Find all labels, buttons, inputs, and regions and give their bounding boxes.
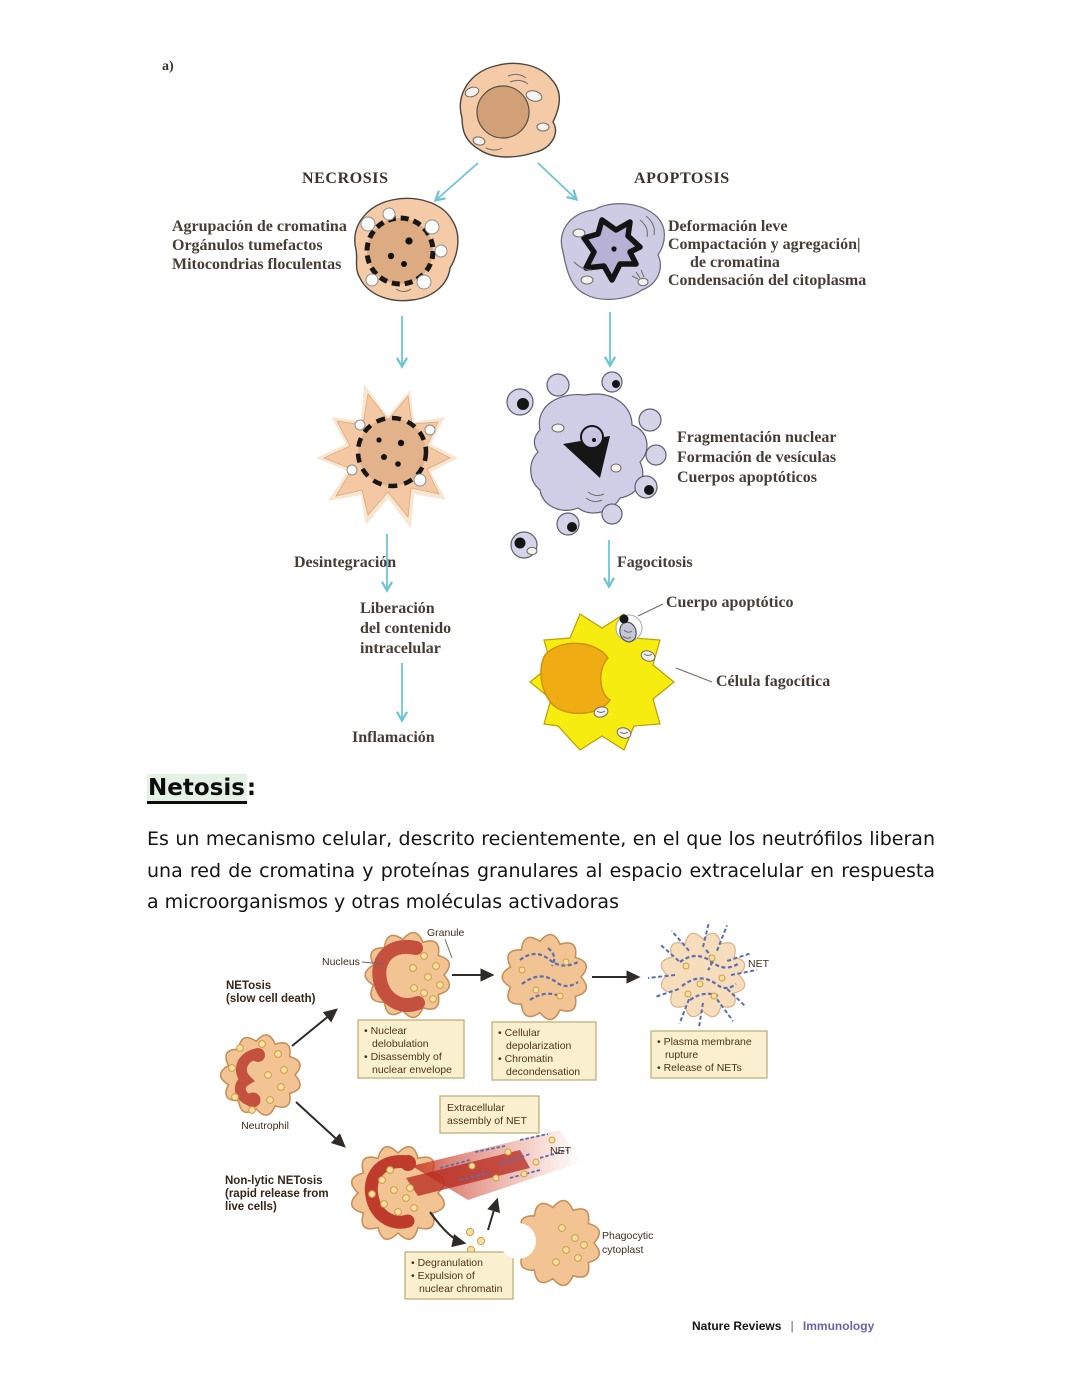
arrow-to-apoptosis [538, 163, 576, 199]
box3-line2: rupture [665, 1049, 699, 1061]
granule-connector [445, 939, 452, 958]
box2-line2: depolarization [506, 1040, 572, 1052]
box1-line2: delobulation [372, 1038, 429, 1050]
box-degranulation [405, 1252, 513, 1299]
desintegracion-label: Desintegración [294, 554, 397, 571]
nucleus-label: Nucleus [322, 956, 360, 968]
necrosis-feature-labels [172, 218, 347, 273]
celula-fagocitica-label: Célula fagocítica [716, 673, 831, 690]
box2-line3: • Chromatin [498, 1053, 554, 1065]
inflamacion-label: Inflamación [352, 729, 435, 746]
apoptosis-feature-3: de cromatina [690, 254, 780, 271]
nonlytic-title-1: Non-lytic NETosis [225, 1175, 323, 1187]
fagocitosis-label: Fagocitosis [617, 554, 693, 571]
apoptosis-feature-labels [668, 218, 866, 289]
box2-line1: • Cellular [498, 1027, 541, 1039]
healthy-nucleus [477, 86, 529, 138]
figure-netosis [221, 922, 875, 1334]
apoptosis-feature-2: Compactación y agregación| [668, 236, 861, 253]
delobulated-cell [365, 933, 449, 1018]
neutrophil-cell [221, 1035, 300, 1115]
box-plasma-rupture [651, 1031, 767, 1078]
box4-line3: nuclear chromatin [419, 1283, 503, 1295]
necrosis-feature-1: Agrupación de cromatina [172, 218, 347, 235]
net-structure [648, 922, 757, 1027]
neutrophil-label: Neutrophil [241, 1120, 289, 1132]
boxE-line2: assembly of NET [447, 1115, 527, 1127]
phagocytic-cell [530, 614, 674, 750]
box4-line1: • Degranulation [411, 1257, 483, 1269]
box4-line2: • Expulsion of [411, 1270, 475, 1282]
decondensed-cell [502, 935, 586, 1020]
journal-credit [692, 1315, 875, 1334]
boxE-line1: Extracellular [447, 1102, 505, 1114]
liberacion-line-2: del contenido [360, 620, 452, 637]
necrosis-title: NECROSIS [302, 170, 389, 187]
section-paragraph: Es un mecanismo celular, descrito recientemente, en el que los neutrófilos liberan una red de cromatina y proteínas granulares al espacio extracelular en respuesta a microorganismos y otras moléculas activadoras [147, 828, 935, 913]
nonlytic-title-3: live cells) [225, 1201, 277, 1213]
heading-colon: : [246, 775, 257, 801]
arrow-slow-netosis [292, 1010, 336, 1046]
apoptotic-cell-fragmented [507, 372, 666, 558]
degranulation-arrow [430, 1212, 464, 1243]
nonlytic-title-2: (rapid release from [225, 1188, 329, 1200]
liberacion-line-3: intracelular [360, 640, 441, 657]
apoptosis-stage2-labels [677, 429, 837, 486]
netosis-title-2: (slow cell death) [226, 993, 316, 1005]
apoptosis-title: APOPTOSIS [634, 170, 730, 187]
cytoplast-label-2: cytoplast [602, 1244, 644, 1256]
stage2-label-2: Formación de vesículas [677, 449, 837, 466]
box1-line4: nuclear envelope [372, 1064, 452, 1076]
credit-brand: Nature Reviews [692, 1319, 782, 1333]
section-heading [147, 775, 256, 801]
celula-connector [676, 668, 712, 682]
box2-line4: decondensation [506, 1066, 581, 1078]
box-cellular-depolarization [492, 1022, 596, 1080]
necrosis-feature-2: Orgánulos tumefactos [172, 237, 323, 254]
granule-label: Granule [427, 927, 465, 939]
assembly-arrow [488, 1200, 497, 1230]
net-label-mid: NET [550, 1145, 571, 1157]
apoptosis-feature-1: Deformación leve [668, 218, 788, 235]
box-nuclear-delobulation [358, 1020, 464, 1078]
heading-text: Netosis [148, 775, 245, 801]
cytoplast-label-1: Phagocytic [602, 1230, 654, 1242]
stage2-label-1: Fragmentación nuclear [677, 429, 837, 446]
necrotic-cell-stage1 [355, 198, 458, 300]
netosis-title-1: NETosis [226, 980, 272, 992]
liberacion-line-1: Liberación [360, 600, 435, 617]
box1-line1: • Nuclear [364, 1025, 407, 1037]
apoptotic-cell-stage1 [561, 204, 664, 300]
phagocytic-cytoplast [500, 1201, 599, 1286]
necrotic-cell-burst [316, 384, 458, 529]
apoptosis-feature-4: Condensación del citoplasma [668, 272, 867, 289]
box3-line3: • Release of NETs [657, 1062, 742, 1074]
credit-separator: | [790, 1319, 794, 1333]
box-extracellular-assembly [440, 1096, 539, 1133]
net-label-top: NET [748, 958, 769, 970]
panel-a-label: a) [162, 59, 174, 74]
arrow-nonlytic-netosis [296, 1102, 344, 1146]
necrosis-feature-3: Mitocondrias floculentas [172, 256, 342, 273]
healthy-cell [460, 63, 559, 157]
cuerpo-apoptotico-label: Cuerpo apoptótico [666, 594, 794, 611]
credit-journal: Immunology [802, 1319, 875, 1333]
liberacion-labels [360, 600, 451, 657]
cuerpo-connector [638, 604, 663, 616]
figure-necrosis-apoptosis [162, 59, 866, 750]
box1-line3: • Disassembly of [364, 1051, 442, 1063]
phagocyte-nucleus [541, 643, 610, 713]
arrow-to-necrosis [436, 163, 478, 200]
box3-line1: • Plasma membrane [657, 1036, 752, 1048]
stage2-label-3: Cuerpos apoptóticos [677, 469, 818, 486]
